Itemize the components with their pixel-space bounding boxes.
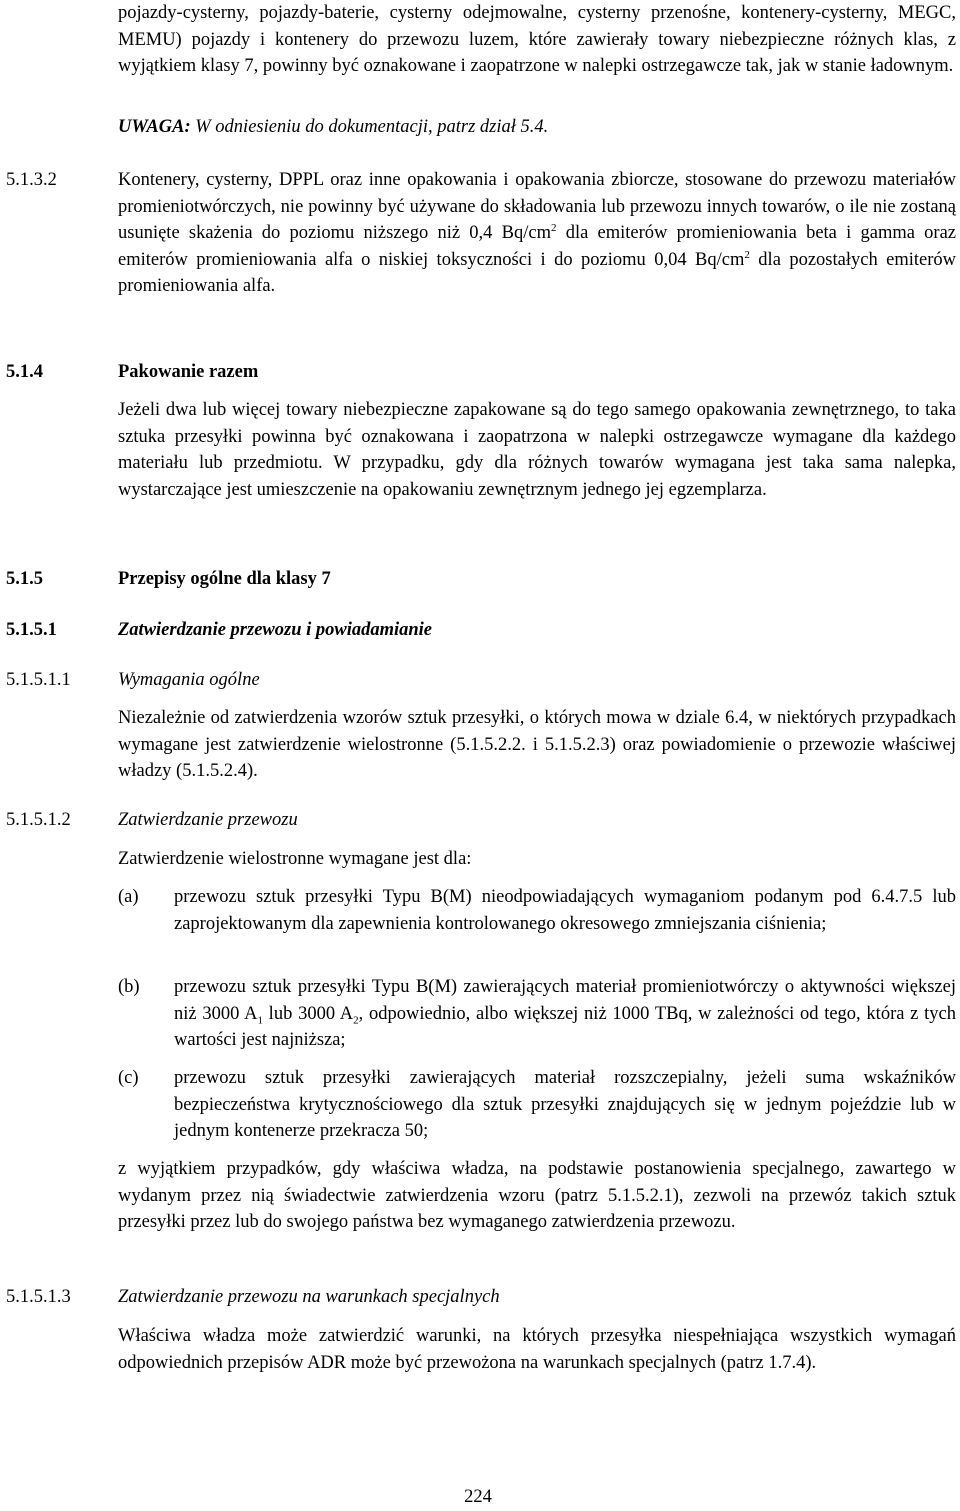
section-5-1-4-text: Jeżeli dwa lub więcej towary niebezpieczne zapakowane są do tego samego opakowania zewnętrznego, to taka sztuka przesyłki powinna być oznakowana i zaopatrzona w nalepki ostrzegawcze wymagane dla każdego materiału lub przedmiotu. W przypadku, gdy dla różnych towarów wymagana jest taka sama nalepka, wystarczające jest umieszczenie na opakowaniu zewnętrznym jednego jej egzemplarza. bbox=[118, 400, 956, 500]
note-text: W odniesieniu do dokumentacji, patrz dział 5.4. bbox=[195, 117, 549, 137]
list-label-a: (a) bbox=[118, 887, 139, 907]
text-part: , odpowiednio, albo większej niż 1000 TBq, w zależności od tego, która z tych wartości jest najniższa; bbox=[174, 1003, 956, 1050]
subscript: 2 bbox=[353, 1014, 359, 1027]
section-number-5-1-5-1-3: 5.1.5.1.3 bbox=[6, 1287, 71, 1307]
superscript: 2 bbox=[550, 221, 557, 234]
text-part: przewozu sztuk przesyłki Typu B(M) zawierających materiał promieniotwórczy o aktywności większej niż 3000 A bbox=[174, 977, 956, 1024]
superscript: 2 bbox=[744, 248, 750, 261]
section-5-1-5-1-1-text: Niezależnie od zatwierdzenia wzorów sztuk przesyłki, o których mowa w dziale 6.4, w niektórych przypadkach wymagane jest zatwierdzenie wielostronne (5.1.5.2.2. i 5.1.5.2.3) oraz powiadomienie o przewozie właściwej władzy (5.1.5.2.4). bbox=[118, 708, 956, 781]
text-part: dla emiterów promieniowania beta i gamma oraz emiterów promieniowania alfa o niskiej toksyczności i do poziomu 0,04 Bq/cm bbox=[118, 223, 956, 270]
text-part: lub 3000 A bbox=[262, 1003, 354, 1024]
section-number-5-1-5-1-1: 5.1.5.1.1 bbox=[6, 670, 71, 690]
section-title-5-1-5-1: Zatwierdzanie przewozu i powiadamianie bbox=[118, 620, 433, 640]
list-item-b bbox=[174, 974, 956, 1054]
text-part: Kontenery, cysterny, DPPL oraz inne opakowania i opakowania zbiorcze, stosowane do przewozu materiałów promieniotwórczych, nie powinny być używane do składowania lub przewozu innych towarów, o ile nie zostaną usunięte skażenia do poziomu niższego niż 0,4 Bq/cm bbox=[118, 170, 956, 243]
list-item-a: przewozu sztuk przesyłki Typu B(M) nieodpowiadających wymaganiom podanym pod 6.4.7.5 lub zaprojektowanym dla zapewnienia kontrolowanego okresowego zmniejszania ciśnienia; bbox=[174, 887, 956, 934]
page-number: 224 bbox=[464, 1487, 492, 1507]
section-title-5-1-5-1-2: Zatwierdzanie przewozu bbox=[118, 810, 298, 830]
section-5-1-5-1-3-text: Właściwa władza może zatwierdzić warunki, na których przesyłka niespełniająca wszystkich wymagań odpowiednich przepisów ADR może być przewożona na warunkach specjalnych (patrz 1.7.4). bbox=[118, 1326, 956, 1373]
section-title-5-1-5-1-1: Wymagania ogólne bbox=[118, 670, 260, 690]
subscript: 1 bbox=[257, 1014, 263, 1027]
section-title-5-1-5: Przepisy ogólne dla klasy 7 bbox=[118, 569, 331, 589]
section-5-1-3-2-text bbox=[118, 167, 956, 300]
section-number-5-1-5: 5.1.5 bbox=[6, 569, 43, 589]
section-title-5-1-4: Pakowanie razem bbox=[118, 362, 259, 382]
list-label-b: (b) bbox=[118, 977, 140, 997]
section-number-5-1-5-1-2: 5.1.5.1.2 bbox=[6, 810, 71, 830]
text-part: dla pozostałych emiterów promieniowania alfa. bbox=[118, 249, 957, 296]
list-item-c: przewozu sztuk przesyłki zawierających materiał rozszczepialny, jeżeli suma wskaźników bezpieczeństwa krytycznościowego dla sztuk przesyłki znajdujących się w jednym pojeździe lub w jednym kontenerze przekracza 50; bbox=[174, 1068, 956, 1141]
section-number-5-1-3-2: 5.1.3.2 bbox=[6, 170, 57, 190]
section-number-5-1-5-1: 5.1.5.1 bbox=[6, 620, 57, 640]
note-label: UWAGA: bbox=[118, 117, 191, 137]
section-5-1-5-1-2-closing: z wyjątkiem przypadków, gdy właściwa władza, na podstawie postanowienia specjalnego, zawartego w wydanym przez nią świadectwie zatwierdzenia wzoru (patrz 5.1.5.2.1), zezwoli na przewóz takich sztuk przesyłki przez lub do swojego państwa bez wymaganego zatwierdzenia przewozu. bbox=[118, 1159, 956, 1232]
intro-paragraph: pojazdy-cysterny, pojazdy-baterie, cysterny odejmowalne, cysterny przenośne, kontenery-cysterny, MEGC, MEMU) pojazdy i kontenery do przewozu luzem, które zawierały towary niebezpieczne różnych klas, z wyjątkiem klasy 7, powinny być oznakowane i zaopatrzone w nalepki ostrzegawcze tak, jak w stanie ładownym. bbox=[118, 3, 956, 76]
section-5-1-5-1-2-lead: Zatwierdzenie wielostronne wymagane jest dla: bbox=[118, 849, 472, 869]
section-number-5-1-4: 5.1.4 bbox=[6, 362, 43, 382]
list-label-c: (c) bbox=[118, 1068, 139, 1088]
section-title-5-1-5-1-3: Zatwierdzanie przewozu na warunkach specjalnych bbox=[118, 1287, 500, 1307]
note bbox=[118, 114, 956, 141]
